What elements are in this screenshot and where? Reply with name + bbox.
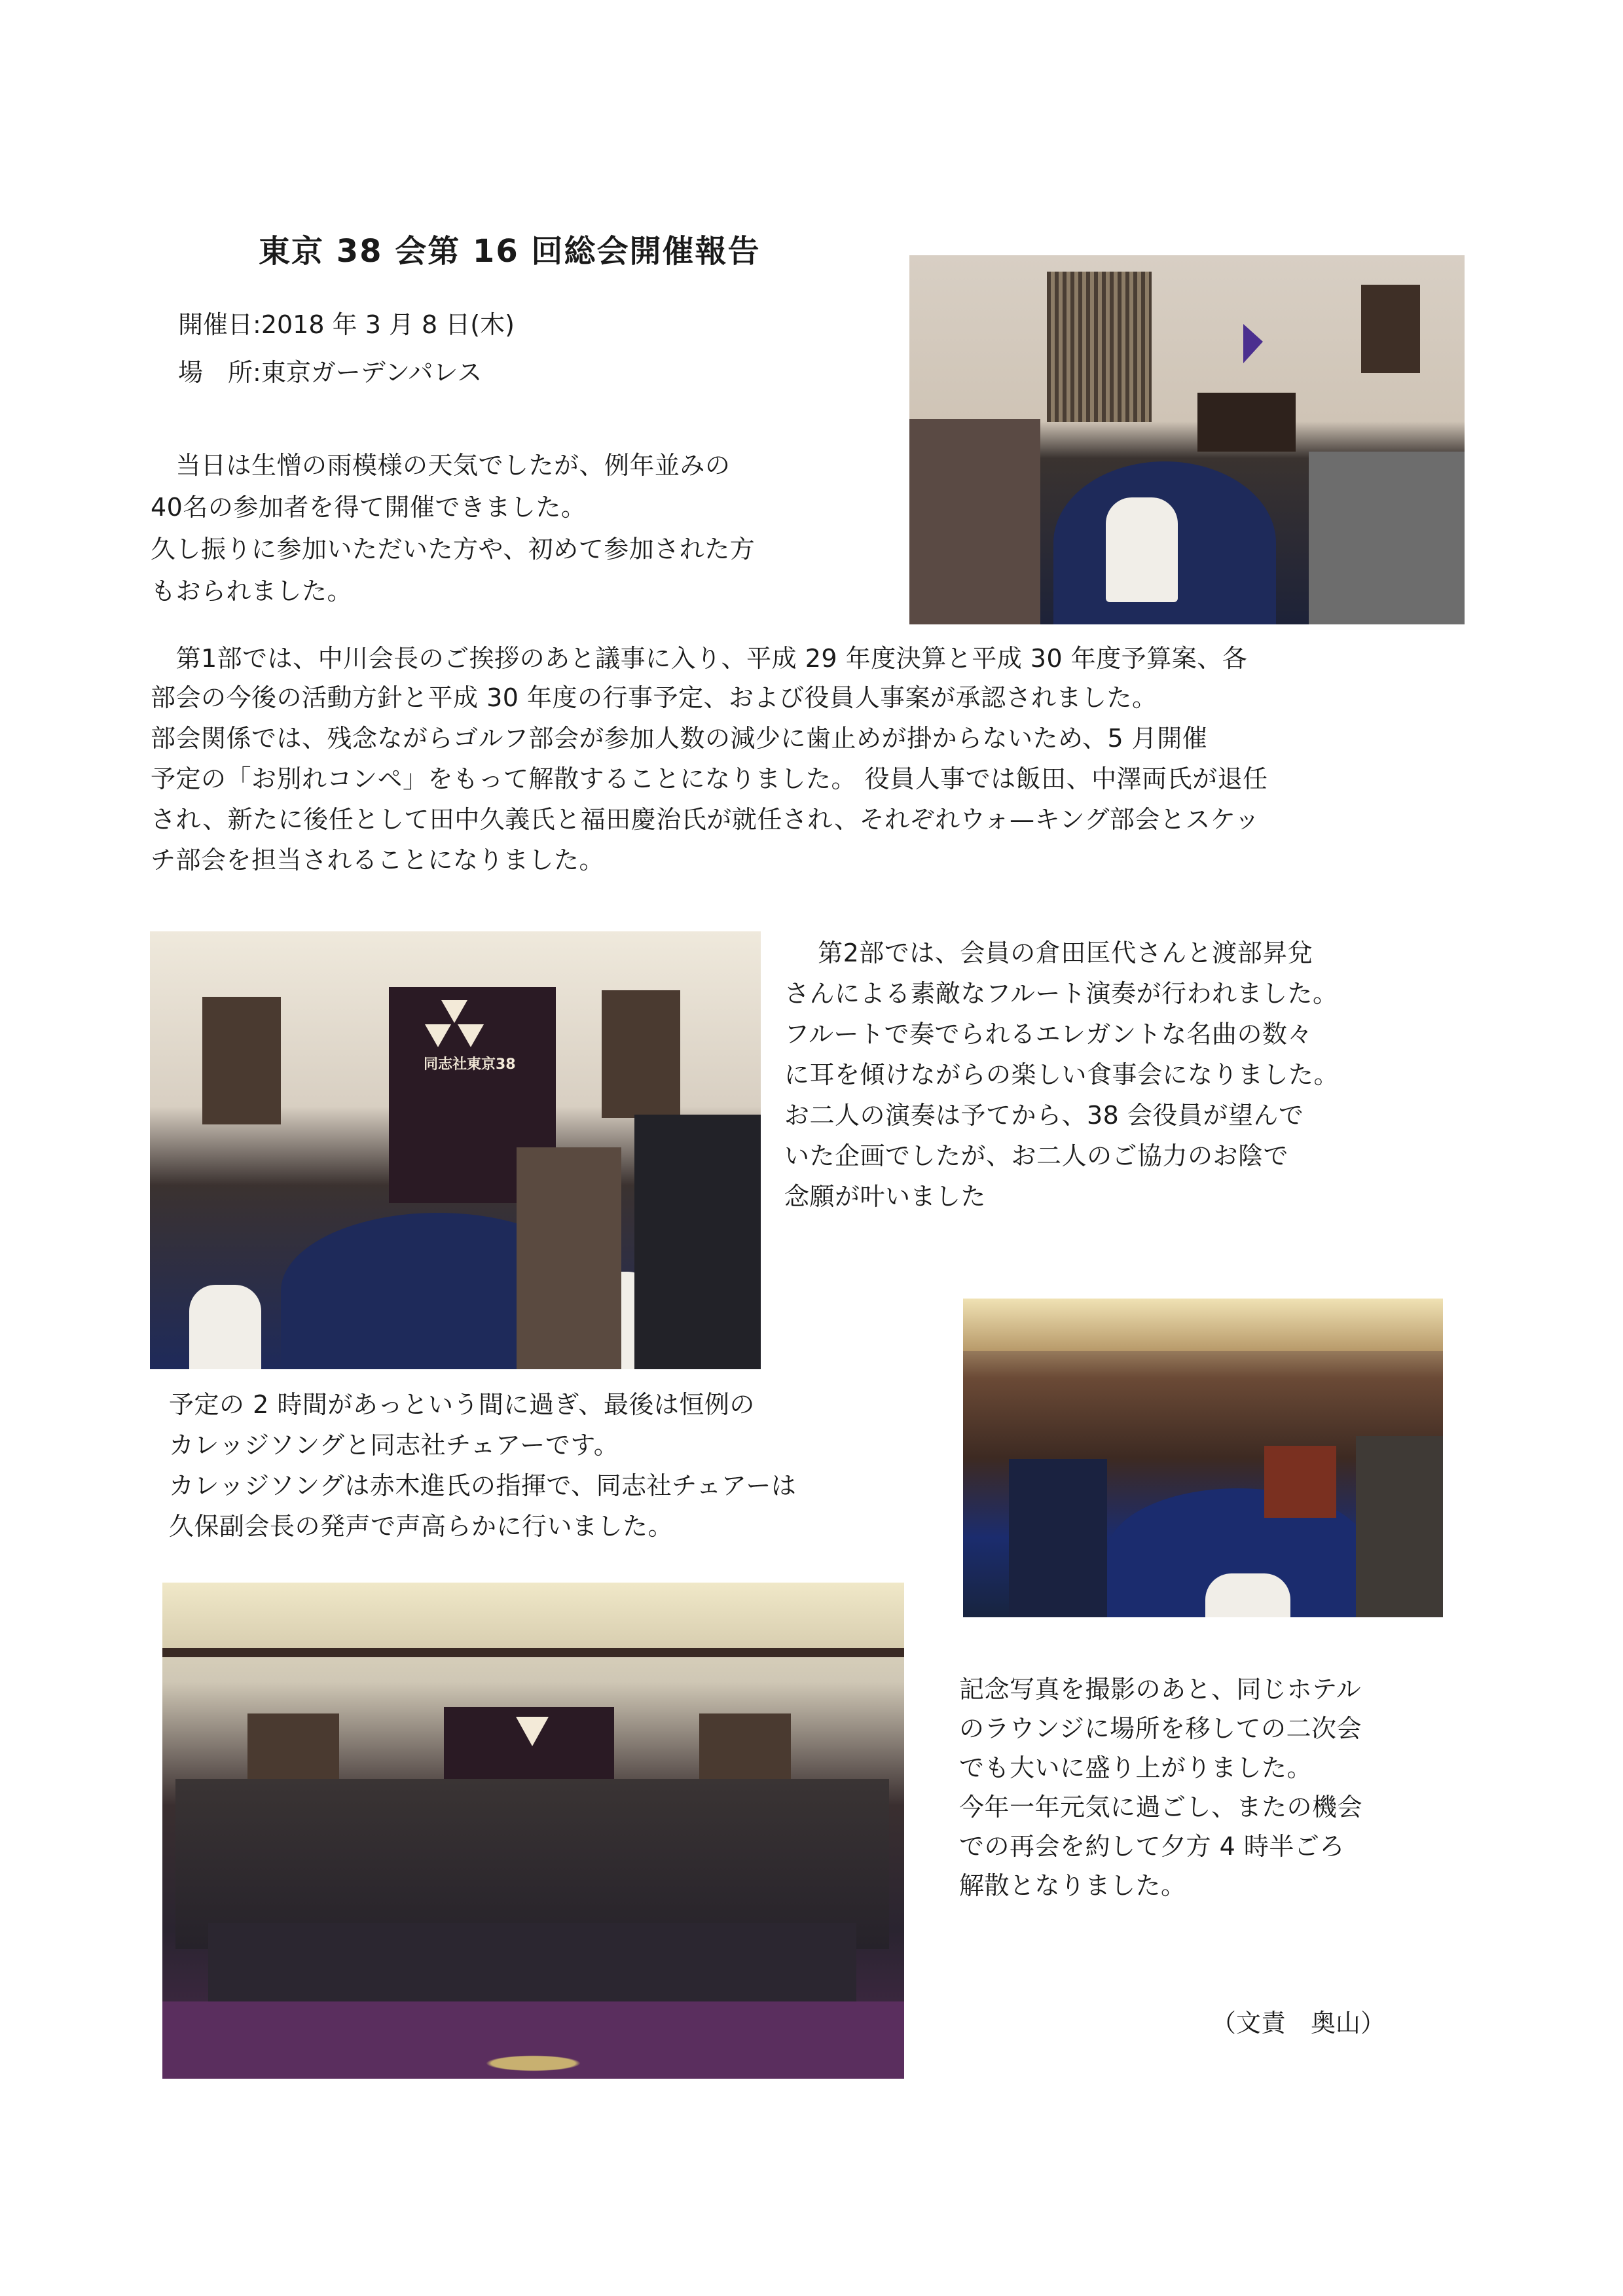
text-line: お二人の演奏は予てから、38 会役員が望んで — [784, 1101, 1304, 1130]
lattice-wall-panel — [1047, 272, 1152, 422]
text-line: 今年一年元気に過ごし、またの機会 — [959, 1793, 1363, 1821]
photo-banquet-hall — [963, 1299, 1443, 1617]
text-line: に耳を傾けながらの楽しい食事会になりました。 — [784, 1060, 1340, 1089]
text-line: 念願が叶いました — [784, 1182, 987, 1211]
crown-molding — [162, 1648, 904, 1657]
text-line: いた企画でしたが、お二人のご協力のお陰で — [784, 1141, 1289, 1170]
guest-navy-suit — [1009, 1459, 1107, 1617]
text-line: 予定の「お別れコンペ」をもって解散することになりました。 役員人事では飯田、中澤両氏が退任 — [151, 764, 1268, 793]
text-line: され、新たに後任として田中久義氏と福田慶治氏が就任され、それぞれウォ—キング部会とスケッ — [151, 805, 1260, 834]
photo-speaker-podium — [909, 255, 1465, 624]
text-line: 部会関係では、残念ながらゴルフ部会が参加人数の減少に歯止めが掛からないため、5 月開催 — [151, 724, 1208, 753]
place-separator: : — [253, 358, 261, 387]
guest-group-right — [1309, 452, 1465, 624]
page-title: 東京 38 会第 16 回総会開催報告 — [259, 233, 761, 270]
text-line: での再会を約して夕方 4 時半ごろ — [959, 1832, 1345, 1861]
text-line: のラウンジに場所を移しての二次会 — [959, 1714, 1362, 1743]
date-label: 開催日 — [178, 310, 253, 339]
part1-paragraph — [151, 638, 1268, 880]
chair — [189, 1285, 261, 1369]
text-line: 久保副会長の発声で声高らかに行いました。 — [169, 1512, 674, 1541]
text-line: チ部会を担当されることになりました。 — [151, 846, 605, 874]
place-label: 場 所 — [178, 358, 253, 387]
afterparty-paragraph — [959, 1669, 1362, 1905]
text-line: 解散となりました。 — [959, 1871, 1186, 1900]
chair — [1106, 497, 1178, 602]
text-line: カレッジソングは赤木進氏の指揮で、同志社チェアーは — [169, 1471, 797, 1500]
text-line: 第1部では、中川会長のご挨拶のあと議事に入り、平成 29 年度決算と平成 30 年度予算案、各 — [151, 644, 1248, 673]
flag-icon — [1243, 324, 1263, 363]
event-place — [178, 352, 482, 388]
wall-sconce-panel — [1361, 285, 1420, 373]
chair — [1205, 1573, 1290, 1617]
date-value: 2018 年 3 月 8 日(木) — [261, 310, 515, 339]
carpet — [162, 2001, 904, 2079]
date-separator: : — [253, 310, 261, 339]
photo-group-commemorative — [162, 1583, 904, 2079]
text-line: 久し振りに参加いただいた方や、初めて参加された方 — [151, 535, 756, 564]
guest-group-left — [909, 419, 1040, 624]
text-line: 予定の 2 時間があっという間に過ぎ、最後は恒例の — [169, 1390, 755, 1419]
text-line: でも大いに盛り上がりました。 — [959, 1753, 1313, 1782]
closing-paragraph — [169, 1384, 796, 1547]
text-line: 第2部では、会員の倉田匡代さんと渡部昇兌 — [784, 939, 1313, 967]
text-line: フルートで奏でられるエレガントな名曲の数々 — [784, 1020, 1313, 1049]
part2-paragraph — [784, 933, 1339, 1217]
ceiling — [162, 1583, 904, 1648]
text-line: もおられました。 — [151, 577, 353, 605]
guest-brown-jacket — [517, 1147, 621, 1369]
wall-sconce-panel-left — [202, 997, 281, 1124]
event-date — [178, 304, 515, 340]
guest-group-right — [634, 1115, 761, 1369]
banner-text: 同志社東京38 — [424, 1056, 516, 1073]
photo-flute-performance — [150, 931, 761, 1369]
text-line: 当日は生憎の雨模様の天気でしたが、例年並みの — [151, 451, 731, 480]
intro-paragraph — [151, 445, 755, 613]
guest-red-sweater — [1264, 1446, 1336, 1518]
text-line: さんによる素敵なフルート演奏が行われました。 — [784, 979, 1338, 1008]
author-signature: （文責 奥山） — [1211, 2009, 1386, 2037]
text-line: 40名の参加者を得て開催できました。 — [151, 493, 587, 522]
text-line: 記念写真を撮影のあと、同じホテル — [959, 1675, 1362, 1704]
text-line: 部会の今後の活動方針と平成 30 年度の行事予定、および役員人事案が承認されました。 — [151, 683, 1158, 712]
place-value: 東京ガーデンパレス — [261, 358, 483, 387]
ceiling — [963, 1299, 1443, 1351]
podium — [1197, 393, 1296, 452]
guest-right — [1356, 1436, 1443, 1617]
text-line: カレッジソングと同志社チェアーです。 — [169, 1431, 619, 1460]
wall-sconce-panel-right — [602, 990, 680, 1118]
